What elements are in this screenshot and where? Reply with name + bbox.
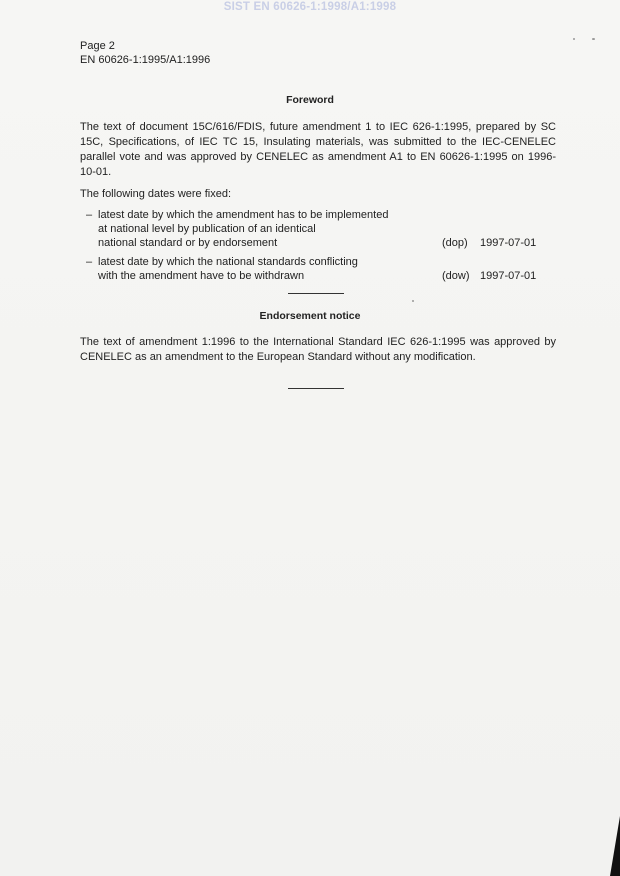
date-item-text xyxy=(98,208,428,250)
date-item-dow xyxy=(86,255,556,283)
page-label: Page 2 xyxy=(80,40,115,52)
date-item-line: latest date by which the amendment has to be implemented xyxy=(98,209,389,221)
dates-intro: The following dates were fixed: xyxy=(80,188,232,200)
list-dash: – xyxy=(86,209,93,221)
scan-speck xyxy=(592,38,595,40)
date-item-line: with the amendment have to be withdrawn xyxy=(98,270,305,282)
date-item-text xyxy=(98,255,428,283)
scan-edge-mark xyxy=(610,816,620,876)
date-item-line: national standard or by endorsement xyxy=(98,237,278,249)
scan-speck xyxy=(412,300,414,302)
watermark: SIST EN 60626-1:1998/A1:1998 xyxy=(223,1,397,13)
list-dash: – xyxy=(86,256,93,268)
date-item-line: at national level by publication of an identical xyxy=(98,223,316,235)
endorsement-paragraph: The text of amendment 1:1996 to the International Standard IEC 626-1:1995 was approved by CENELEC as an amendment to the European Standard without any modification. xyxy=(80,336,556,363)
date-value: 1997-07-01 xyxy=(480,237,537,249)
date-code: (dow) xyxy=(442,270,470,282)
page-header xyxy=(80,39,210,67)
section-divider xyxy=(288,293,344,294)
date-code: (dop) xyxy=(442,237,468,249)
standard-reference: EN 60626-1:1995/A1:1996 xyxy=(80,54,211,66)
foreword-paragraph: The text of document 15C/616/FDIS, future amendment 1 to IEC 626-1:1995, prepared by SC 15C, Specifications, of IEC TC 15, Insulating materials, was submitted to the IEC-CENELEC parallel vote and was approved by CENELEC as amendment A1 to EN 60626-1:1995 on 1996-10-01. xyxy=(80,121,556,178)
foreword-title: Foreword xyxy=(286,94,334,106)
date-item-dop xyxy=(86,208,556,250)
date-item-line: latest date by which the national standards conflicting xyxy=(98,256,358,268)
section-divider xyxy=(288,388,344,389)
endorsement-title: Endorsement notice xyxy=(259,310,361,322)
date-value: 1997-07-01 xyxy=(480,270,537,282)
scan-speck xyxy=(573,38,575,40)
